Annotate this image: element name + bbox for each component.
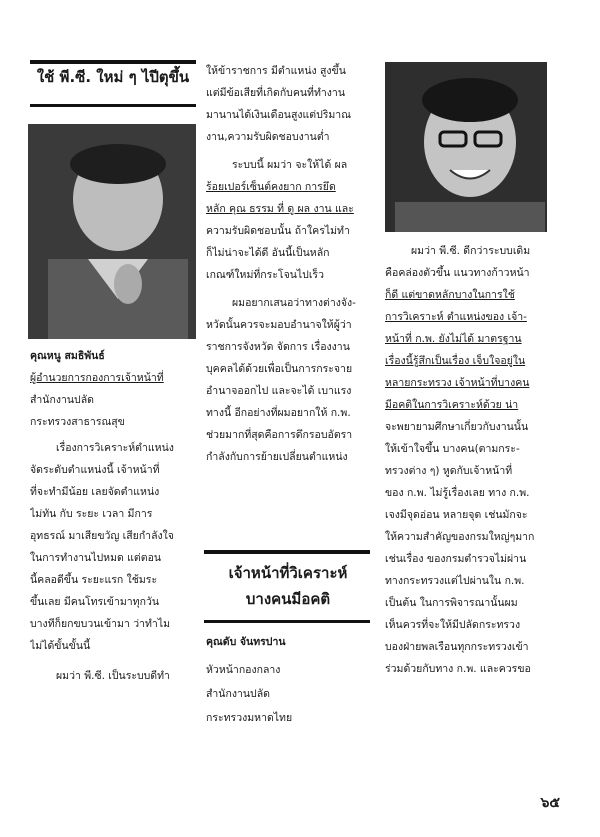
text-line: บางทีก็ยกขบวนเข้ามา ว่าทำไม <box>30 618 171 630</box>
left-author-block <box>30 345 198 433</box>
text-line: ผมว่า พี.ซี. ดีกว่าระบบเดิม <box>411 245 531 257</box>
portrait-photo-right <box>385 62 547 232</box>
text-line: ก็ดี แต่ขาดหลักบางในการใช้ <box>385 289 515 301</box>
text-line: ของ ก.พ. ไม่รู้เรื่องเลย ทาง ก.พ. <box>385 487 530 499</box>
middle-headline <box>200 560 376 612</box>
left-author-title-3: กระทรวงสาธารณสุข <box>30 416 125 428</box>
text-line: มานานได้เงินเดือนสูงแต่ปริมาณ <box>206 109 351 121</box>
middle-author-title-1: หัวหน้ากองกลาง <box>206 664 281 676</box>
text-line: เห็นควรที่จะให้มีปลัดกระทรวง <box>385 619 521 631</box>
text-line: ช่วยมากที่สุดคือการดึกรอบอัตรา <box>206 429 353 441</box>
left-author-name: คุณหนู สมธิพันธ์ <box>30 350 105 362</box>
text-line: หลัก คุณ ธรรม ที่ ดู ผล งาน และ <box>206 203 354 215</box>
left-headline-rule <box>30 104 196 107</box>
text-line: ราชการจังหวัด จัดการ เรื่องงาน <box>206 341 350 353</box>
middle-headline-line-2: บางคนมีอคติ <box>245 590 331 608</box>
text-line: ร้อยเปอร์เซ็นต์คงยาก การยึด <box>206 181 336 193</box>
text-line: ทางกระทรวงแต่ไปผ่านใน ก.พ. <box>385 575 525 587</box>
text-line: ไม่ทัน กับ ระยะ เวลา มีการ <box>30 508 153 520</box>
right-body-text <box>385 240 555 680</box>
text-line: หลายกระทรวง เจ้าหน้าที่บางคน <box>385 377 530 389</box>
text-line: ที่จะทำมีน้อย เลยจัดตำแหน่ง <box>30 486 160 498</box>
text-line: บุคคลได้ด้วยเพื่อเป็นการกระจาย <box>206 363 353 375</box>
text-line: ทางนี้ อีกอย่างที่ผมอยากให้ ก.พ. <box>206 407 351 419</box>
text-line: การวิเคราะห์ ตำแหน่งของ เจ้า- <box>385 311 527 323</box>
middle-author-block <box>206 630 374 730</box>
middle-author-title-3: กระทรวงมหาดไทย <box>206 712 293 724</box>
text-line: ขึ้นเลย มีคนโทรเข้ามาทุกวัน <box>30 596 160 608</box>
text-line: กำลังกับการย้ายเปลี่ยนตำแหน่ง <box>206 451 348 463</box>
text-line: ให้เข้าใจขึ้น บางคน(ตามกระ- <box>385 443 520 455</box>
middle-body-text <box>206 60 374 468</box>
text-line: อำนาจออกไป และจะได้ เบาแรง <box>206 385 352 397</box>
left-headline: ใช้ พี.ซี. ใหม่ ๆ ไปีตุขึ้น <box>36 68 190 86</box>
text-line: ร่วมด้วยกับทาง ก.พ. และควรขอ <box>385 663 531 675</box>
text-line: มีอคติในการวิเคราะห์ด้วย น่า <box>385 399 519 411</box>
text-line: ความรับผิดชอบนั้น ถ้าใครไม่ทำ <box>206 225 350 237</box>
text-line: บองฝ่ายพลเรือนทุกกระทรวงเข้า <box>385 641 529 653</box>
text-line: ไม่ได้ขั้นขั้นนี้ <box>30 640 91 652</box>
left-top-rule <box>30 60 196 64</box>
portrait-photo-left <box>28 124 196 339</box>
text-line: ในการทำงานไปหมด แต่ตอน <box>30 552 162 564</box>
middle-headline-line-1: เจ้าหน้าที่วิเคราะห์ <box>228 564 348 582</box>
text-line: หน้าที่ ก.พ. ยังไม่ได้ มาตรฐาน <box>385 333 522 345</box>
text-line: ก็ไม่น่าจะได้ดี อันนี้เป็นหลัก <box>206 247 330 259</box>
text-line: คือคล่องตัวขึ้น แนวทางก้าวหน้า <box>385 267 530 279</box>
middle-headline-top-rule <box>204 550 370 554</box>
text-line: เป็นต้น ในการพิจารณานั้นผม <box>385 597 518 609</box>
middle-headline-bottom-rule <box>204 620 370 623</box>
text-line: จัดระดับตำแหน่งนี้ เจ้าหน้าที่ <box>30 464 160 476</box>
text-line: ผมอยากเสนอว่าทางต่างจัง- <box>232 297 356 309</box>
text-line: เช่นเรื่อง ของกรมตำรวจไม่ผ่าน <box>385 553 527 565</box>
left-author-title-1: ผู้อำนวยการกองการเจ้าหน้าที่ <box>30 372 164 384</box>
text-line: ผมว่า พี.ซี. เป็นระบบดีทำ <box>56 670 170 682</box>
text-line: นี้คลอดีขึ้น ระยะแรก ใช้มระ <box>30 574 158 586</box>
text-line: เรื่องการวิเคราะห์ตำแหน่ง <box>56 442 174 454</box>
text-line: อุทธรณ์ มาเสียขวัญ เสียกำลังใจ <box>30 530 174 542</box>
text-line: ให้ข้าราชการ มีตำแหน่ง สูงขึ้น <box>206 65 346 77</box>
text-line: เจงมีจุดอ่อน หลายจุด เช่นมักจะ <box>385 509 528 521</box>
text-line: ระบบนี้ ผมว่า จะให้ได้ ผล <box>232 159 348 171</box>
text-line: เกณฑ์ใหม่ที่กระโจนไปเร็ว <box>206 269 324 281</box>
text-line: เรื่องนี้รู้สึกเป็นเรื่อง เจ็บใจอยู่ใน <box>385 355 526 367</box>
left-body-text <box>30 437 198 687</box>
page-number: ๖๕ <box>540 795 560 811</box>
text-line: งาน,ความรับผิดชอบงานต่ำ <box>206 131 330 143</box>
text-line: หวัดนั้นควรจะมอบอำนาจให้ผู้ว่า <box>206 319 352 331</box>
text-line: ทรวงต่าง ๆ) หูดกับเจ้าหน้าที่ <box>385 465 513 477</box>
left-author-title-2: สำนักงานปลัด <box>30 394 94 406</box>
middle-author-title-2: สำนักงานปลัด <box>206 688 270 700</box>
middle-author-name: คุณดับ จันทรปาน <box>206 636 286 648</box>
text-line: จะพยายามศึกษาเกี่ยวกับงานนั้น <box>385 421 529 433</box>
text-line: แต่มีข้อเสียที่เกิดกับคนที่ทำงาน <box>206 87 345 99</box>
text-line: ให้ความสำคัญของกรมใหญ่ๆมาก <box>385 531 535 543</box>
